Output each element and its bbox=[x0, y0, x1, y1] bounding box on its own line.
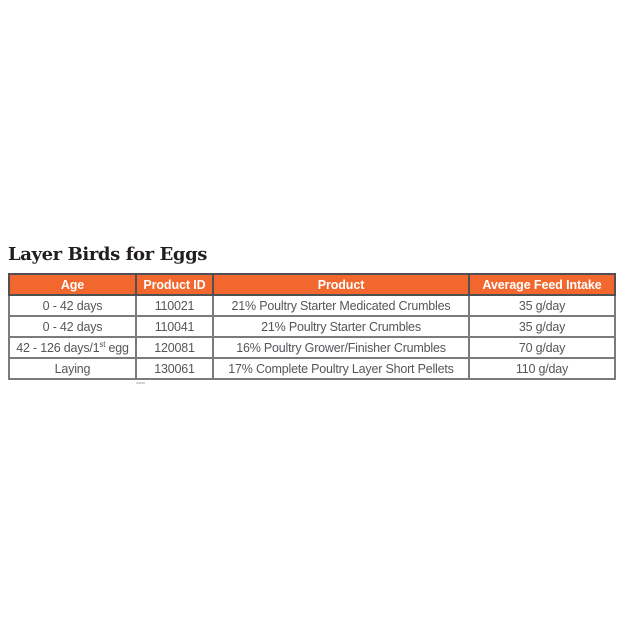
column-header-age: Age bbox=[9, 274, 136, 295]
column-header-product-id: Product ID bbox=[136, 274, 213, 295]
cell-product: 21% Poultry Starter Medicated Crumbles bbox=[213, 295, 469, 316]
feed-table bbox=[8, 273, 616, 380]
column-header-intake: Average Feed Intake bbox=[469, 274, 615, 295]
cell-product-id: 110021 bbox=[136, 295, 213, 316]
table-header-row bbox=[9, 274, 615, 295]
cell-age: 42 - 126 days/1st egg bbox=[9, 337, 136, 358]
feed-guide-section bbox=[8, 244, 615, 380]
cell-product: 17% Complete Poultry Layer Short Pellets bbox=[213, 358, 469, 379]
table-row bbox=[9, 358, 615, 379]
table-row bbox=[9, 295, 615, 316]
cell-product-id: 110041 bbox=[136, 316, 213, 337]
cell-age: 0 - 42 days bbox=[9, 295, 136, 316]
cell-age: 0 - 42 days bbox=[9, 316, 136, 337]
cell-product-id: 130061 bbox=[136, 358, 213, 379]
cell-intake: 35 g/day bbox=[469, 295, 615, 316]
column-header-product: Product bbox=[213, 274, 469, 295]
cell-product-id: 120081 bbox=[136, 337, 213, 358]
cell-product: 21% Poultry Starter Crumbles bbox=[213, 316, 469, 337]
cell-intake: 110 g/day bbox=[469, 358, 615, 379]
table-row bbox=[9, 316, 615, 337]
cell-intake: 35 g/day bbox=[469, 316, 615, 337]
cell-product: 16% Poultry Grower/Finisher Crumbles bbox=[213, 337, 469, 358]
smudge-artifact bbox=[136, 382, 145, 384]
cell-age: Laying bbox=[9, 358, 136, 379]
page-title: Layer Birds for Eggs bbox=[8, 244, 208, 265]
cell-intake: 70 g/day bbox=[469, 337, 615, 358]
table-row bbox=[9, 337, 615, 358]
